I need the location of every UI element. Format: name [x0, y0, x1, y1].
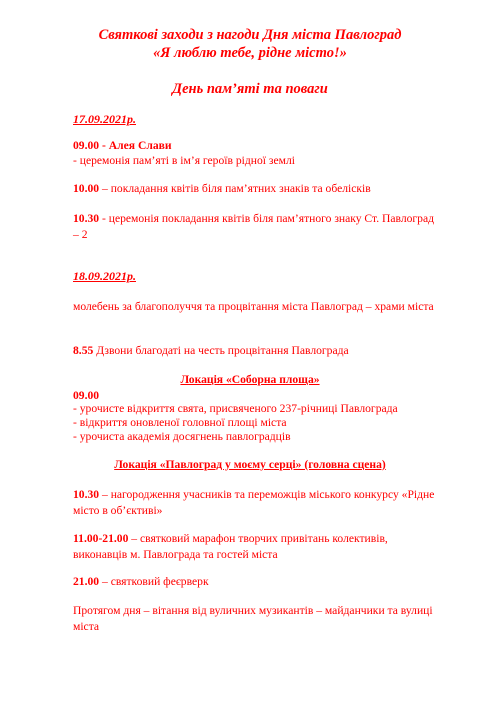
location1-title: Локація «Соборна площа»	[180, 373, 320, 386]
location2-event3	[73, 574, 435, 590]
day2-event2-desc: Дзвони благодаті на честь процвітання Павлограда	[93, 344, 349, 357]
day1-event3	[73, 211, 435, 243]
day1-event2	[73, 181, 435, 197]
day1-event2-desc: – покладання квітів біля пам’ятних знаків та обелісків	[99, 182, 371, 195]
location2-event4-desc: Протягом дня – вітання від вуличних музикантів – майданчики та вулиці міста	[73, 604, 433, 633]
document-title-line2: «Я люблю тебе, рідне місто!»	[153, 45, 347, 61]
day1-event1-place: - Алея Слави	[99, 139, 172, 152]
location1-item: - урочиста академія досягнень павлоградців	[73, 430, 291, 443]
day2-event1-desc: молебень за благополуччя та процвітання міста Павлоград – храми міста	[73, 300, 434, 313]
day1-event1-desc: - церемонія пам’яті в ім’я героїв рідної землі	[73, 154, 295, 167]
location2-event2	[73, 531, 443, 563]
day2-event2	[73, 343, 435, 359]
location1-item: - урочисте відкриття свята, присвяченого 237-річниці Павлограда	[73, 402, 398, 415]
day2-event2-time: 8.55	[73, 344, 94, 357]
day2-date: 18.09.2021р.	[73, 269, 136, 283]
day1-event3-time: 10.30	[73, 212, 100, 225]
day1-date: 17.09.2021р.	[73, 112, 136, 126]
location2-title: Локація «Павлоград у моєму серці» (головна сцена)	[114, 458, 386, 471]
location2-event1	[73, 487, 443, 519]
day1-event1	[73, 138, 435, 154]
location2-event1-desc: – нагородження учасників та переможців міського конкурсу «Рідне місто в об’єктиві»	[73, 488, 435, 517]
day1-event2-time: 10.00	[73, 182, 100, 195]
day1-event3-desc: - церемонія покладання квітів біля пам’ятного знаку Ст. Павлоград – 2	[73, 212, 435, 241]
location2-event2-desc: – святковий марафон творчих привітань колективів, виконавців м. Павлограда та гостей міста	[73, 532, 388, 561]
document-subtitle: День пам’яті та поваги	[172, 81, 328, 97]
location1-item: - відкриття оновленої головної площі міста	[73, 416, 287, 429]
location1-time-value: 09.00	[73, 389, 100, 402]
location2-event1-time: 10.30	[73, 488, 100, 501]
day1-event1-time: 09.00	[73, 139, 100, 152]
document-title-line1: Святкові заходи з нагоди Дня міста Павлоград	[98, 27, 402, 43]
location2-event3-desc: – святковий феєрверк	[99, 575, 209, 588]
location2-event3-time: 21.00	[73, 575, 100, 588]
location2-event2-time: 11.00-21.00	[73, 532, 129, 545]
